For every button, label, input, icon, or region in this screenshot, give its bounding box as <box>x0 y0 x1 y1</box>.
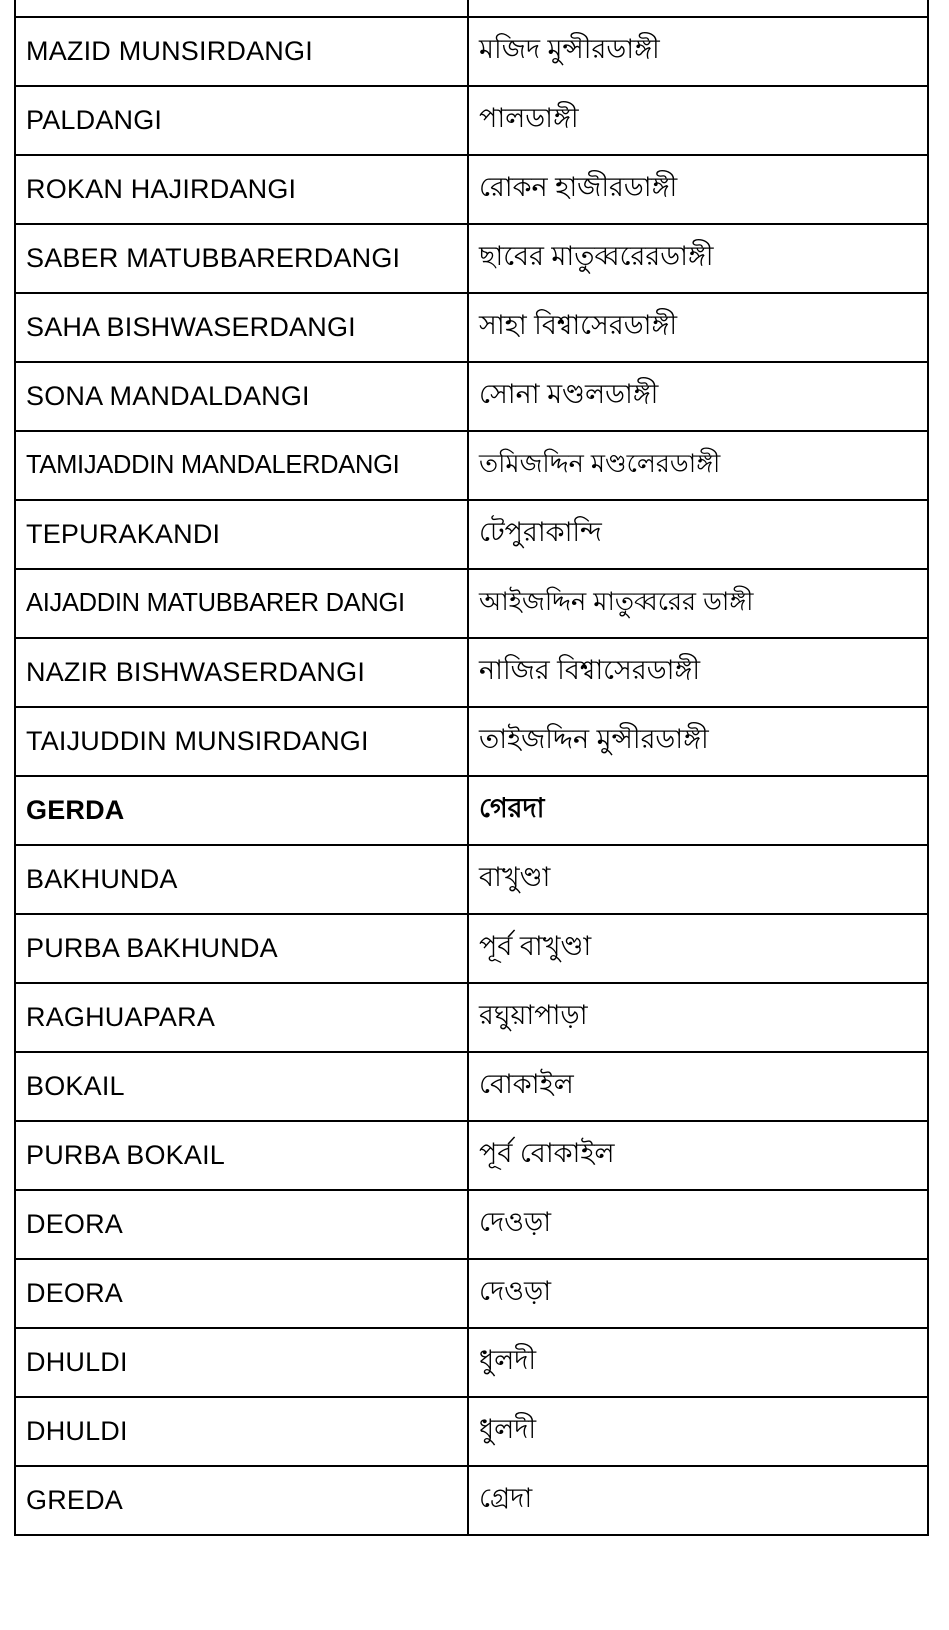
table-row <box>15 155 928 224</box>
cell-bengali: মজিদ মুন্সীরডাঙ্গী <box>468 17 928 86</box>
table-row-heading <box>15 776 928 845</box>
table-row <box>15 500 928 569</box>
cell-bengali-partial <box>468 0 928 17</box>
table-body <box>15 0 928 1535</box>
cell-bengali: আইজদ্দিন মাতুব্বরের ডাঙ্গী <box>468 569 928 638</box>
cell-english: PALDANGI <box>15 86 468 155</box>
cell-english: SABER MATUBBARERDANGI <box>15 224 468 293</box>
cell-bengali: গেরদা <box>468 776 928 845</box>
table-row <box>15 293 928 362</box>
cell-bengali: সাহা বিশ্বাসেরডাঙ্গী <box>468 293 928 362</box>
cell-english: NAZIR BISHWASERDANGI <box>15 638 468 707</box>
table-row <box>15 86 928 155</box>
cell-english: TEPURAKANDI <box>15 500 468 569</box>
table-row <box>15 1190 928 1259</box>
cell-bengali: তাইজদ্দিন মুন্সীরডাঙ্গী <box>468 707 928 776</box>
cell-english: DEORA <box>15 1190 468 1259</box>
table-row <box>15 638 928 707</box>
cell-bengali: রোকন হাজীরডাঙ্গী <box>468 155 928 224</box>
cell-bengali: সোনা মণ্ডলডাঙ্গী <box>468 362 928 431</box>
cell-english: TAIJUDDIN MUNSIRDANGI <box>15 707 468 776</box>
cell-english: DHULDI <box>15 1397 468 1466</box>
table-row <box>15 362 928 431</box>
table-row <box>15 1259 928 1328</box>
cell-english-partial <box>15 0 468 17</box>
cell-english: GREDA <box>15 1466 468 1535</box>
cell-bengali: নাজির বিশ্বাসেরডাঙ্গী <box>468 638 928 707</box>
table-row <box>15 224 928 293</box>
table-row <box>15 707 928 776</box>
cell-bengali: গ্রেদা <box>468 1466 928 1535</box>
table-row <box>15 431 928 500</box>
cell-bengali: টেপুরাকান্দি <box>468 500 928 569</box>
cell-bengali: বোকাইল <box>468 1052 928 1121</box>
cell-english: BOKAIL <box>15 1052 468 1121</box>
cell-english: BAKHUNDA <box>15 845 468 914</box>
cell-bengali: পূর্ব বোকাইল <box>468 1121 928 1190</box>
cell-english: GERDA <box>15 776 468 845</box>
cell-english: RAGHUAPARA <box>15 983 468 1052</box>
table-row <box>15 1328 928 1397</box>
cell-bengali: তমিজদ্দিন মণ্ডলেরডাঙ্গী <box>468 431 928 500</box>
cell-english: PURBA BOKAIL <box>15 1121 468 1190</box>
table-row <box>15 1466 928 1535</box>
cell-english: TAMIJADDIN MANDALERDANGI <box>15 431 468 500</box>
cell-bengali: পালডাঙ্গী <box>468 86 928 155</box>
cell-english: SONA MANDALDANGI <box>15 362 468 431</box>
name-list-table <box>14 0 929 1536</box>
cell-english: MAZID MUNSIRDANGI <box>15 17 468 86</box>
cell-bengali: দেওড়া <box>468 1259 928 1328</box>
cell-bengali: ধুলদী <box>468 1328 928 1397</box>
table-row <box>15 17 928 86</box>
cell-english: SAHA BISHWASERDANGI <box>15 293 468 362</box>
cell-bengali: ছাবের মাতুব্বরেরডাঙ্গী <box>468 224 928 293</box>
table-row <box>15 1052 928 1121</box>
table-row <box>15 569 928 638</box>
table-row <box>15 914 928 983</box>
cell-bengali: পূর্ব বাখুণ্ডা <box>468 914 928 983</box>
cell-english: AIJADDIN MATUBBARER DANGI <box>15 569 468 638</box>
table-row <box>15 1397 928 1466</box>
cell-english: DHULDI <box>15 1328 468 1397</box>
cell-english: ROKAN HAJIRDANGI <box>15 155 468 224</box>
table-row-partial <box>15 0 928 17</box>
table-row <box>15 1121 928 1190</box>
cell-bengali: রঘুয়াপাড়া <box>468 983 928 1052</box>
cell-english: DEORA <box>15 1259 468 1328</box>
cell-bengali: দেওড়া <box>468 1190 928 1259</box>
table-row <box>15 983 928 1052</box>
cell-bengali: ধুলদী <box>468 1397 928 1466</box>
table-row <box>15 845 928 914</box>
cell-english: PURBA BAKHUNDA <box>15 914 468 983</box>
cell-bengali: বাখুণ্ডা <box>468 845 928 914</box>
